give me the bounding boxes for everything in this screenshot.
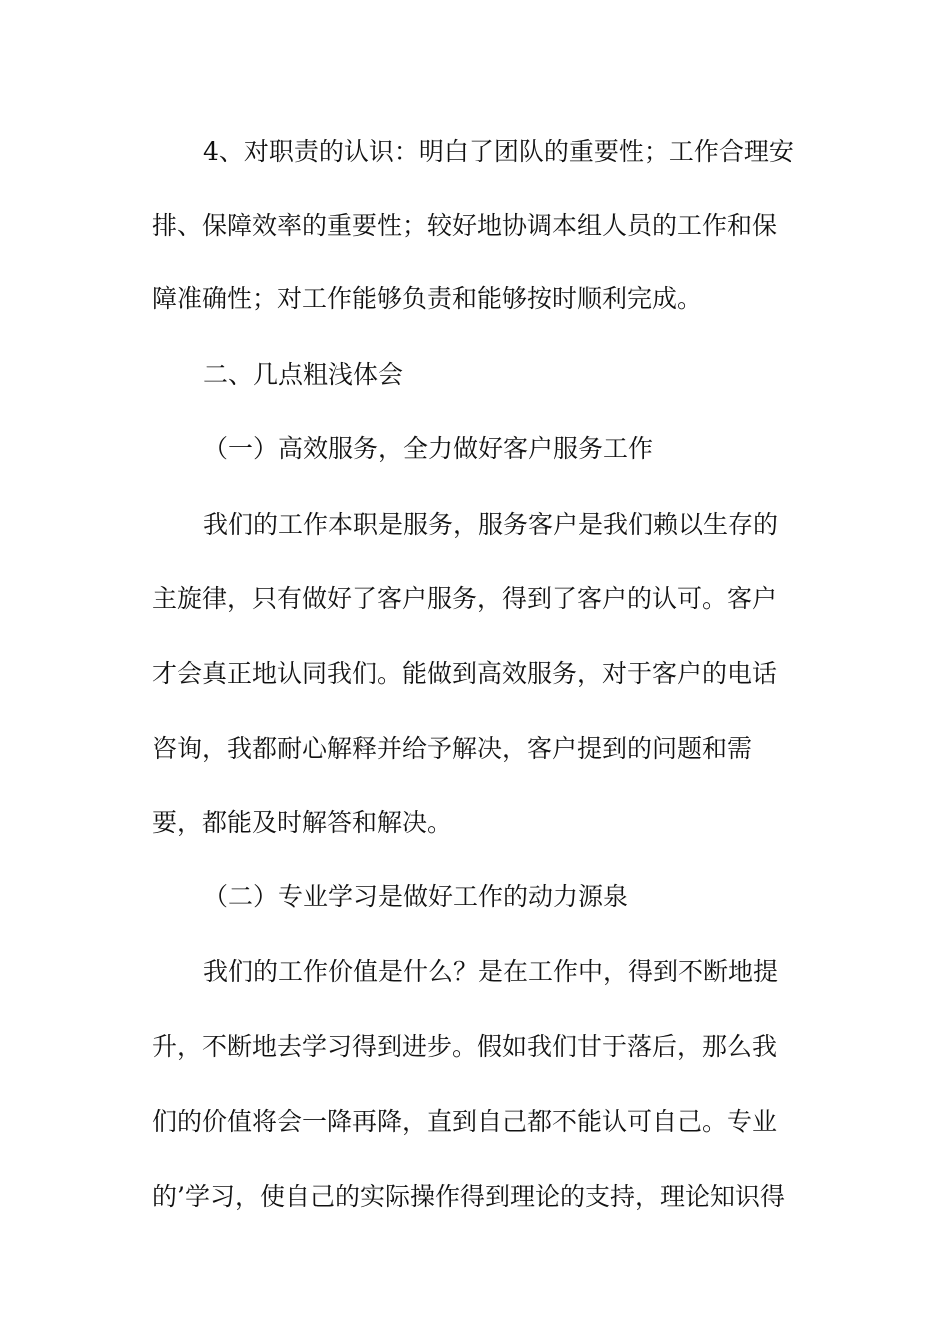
paragraph-line: 我们的工作本职是服务，服务客户是我们赖以生存的 xyxy=(203,510,779,539)
paragraph-line: 排、保障效率的重要性；较好地协调本组人员的工作和保 xyxy=(152,211,778,240)
paragraph-line: 障准确性；对工作能够负责和能够按时顺利完成。 xyxy=(152,284,703,313)
subsection-heading: （二）专业学习是做好工作的动力源泉 xyxy=(203,882,629,911)
paragraph-line: 们的价值将会一降再降，直到自己都不能认可自己。专业 xyxy=(152,1107,778,1136)
paragraph-line: 4、对职责的认识：明白了团队的重要性；工作合理安 xyxy=(203,137,794,166)
subsection-heading: （一）高效服务，全力做好客户服务工作 xyxy=(203,434,654,463)
paragraph-line: 咨询，我都耐心解释并给予解决，客户提到的问题和需 xyxy=(152,734,753,763)
paragraph-line: 的’学习，使自己的实际操作得到理论的支持，理论知识得 xyxy=(152,1182,785,1211)
paragraph-line: 升，不断地去学习得到进步。假如我们甘于落后，那么我 xyxy=(152,1032,778,1061)
paragraph-line: 主旋律，只有做好了客户服务，得到了客户的认可。客户 xyxy=(152,584,778,613)
paragraph-line: 我们的工作价值是什么？是在工作中，得到不断地提 xyxy=(203,957,779,986)
paragraph-line: 才会真正地认同我们。能做到高效服务，对于客户的电话 xyxy=(152,659,778,688)
section-heading: 二、几点粗浅体会 xyxy=(203,360,404,389)
paragraph-line: 要，都能及时解答和解决。 xyxy=(152,808,453,837)
